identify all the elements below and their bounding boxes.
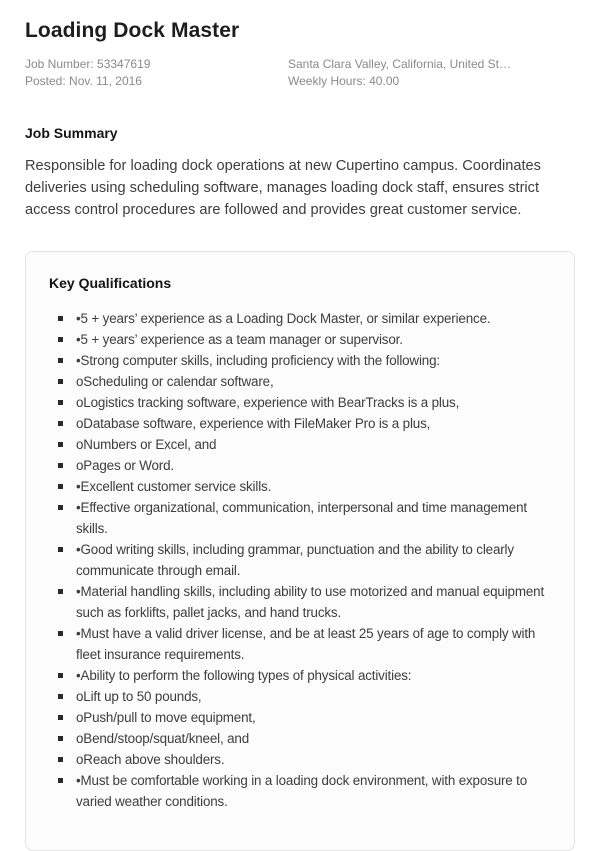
job-location: Santa Clara Valley, California, United St… bbox=[288, 57, 511, 71]
qualification-item: •Ability to perform the following types of physical activities: bbox=[49, 665, 560, 686]
key-qualifications-heading: Key Qualifications bbox=[49, 275, 172, 291]
qualification-item: oDatabase software, experience with FileMaker Pro is a plus, bbox=[49, 413, 560, 434]
posted-date: Posted: Nov. 11, 2016 bbox=[25, 74, 142, 88]
qualification-item: •Must have a valid driver license, and be at least 25 years of age to comply with fleet insurance requirements. bbox=[49, 623, 560, 665]
qualifications-list bbox=[49, 308, 560, 812]
qualification-item: •5 + years’ experience as a Loading Dock Master, or similar experience. bbox=[49, 308, 560, 329]
qualification-item: •Strong computer skills, including proficiency with the following: bbox=[49, 350, 560, 371]
qualification-item: •Material handling skills, including ability to use motorized and manual equipment such as forklifts, pallet jacks, and hand trucks. bbox=[49, 581, 560, 623]
weekly-hours: Weekly Hours: 40.00 bbox=[288, 74, 400, 88]
job-number: Job Number: 53347619 bbox=[25, 57, 151, 71]
qualification-item: oScheduling or calendar software, bbox=[49, 371, 560, 392]
qualification-item: oLogistics tracking software, experience with BearTracks is a plus, bbox=[49, 392, 560, 413]
qualification-item: oPush/pull to move equipment, bbox=[49, 707, 560, 728]
page-title: Loading Dock Master bbox=[25, 19, 240, 42]
qualification-item: oReach above shoulders. bbox=[49, 749, 560, 770]
qualification-item: oNumbers or Excel, and bbox=[49, 434, 560, 455]
key-qualifications-card bbox=[25, 251, 575, 851]
qualification-item: •Excellent customer service skills. bbox=[49, 476, 560, 497]
qualification-item: •Must be comfortable working in a loading dock environment, with exposure to varied weather conditions. bbox=[49, 770, 560, 812]
job-meta-left-column bbox=[25, 56, 288, 90]
qualification-item: •Good writing skills, including grammar, punctuation and the ability to clearly communicate through email. bbox=[49, 539, 560, 581]
job-meta-right-column bbox=[288, 56, 575, 90]
job-meta bbox=[25, 56, 575, 90]
qualification-item: •5 + years’ experience as a team manager or supervisor. bbox=[49, 329, 560, 350]
job-summary-heading: Job Summary bbox=[25, 125, 118, 141]
qualification-item: oBend/stoop/squat/kneel, and bbox=[49, 728, 560, 749]
qualification-item: •Effective organizational, communication, interpersonal and time management skills. bbox=[49, 497, 560, 539]
qualification-item: oPages or Word. bbox=[49, 455, 560, 476]
qualification-item: oLift up to 50 pounds, bbox=[49, 686, 560, 707]
job-summary-text: Responsible for loading dock operations at new Cupertino campus. Coordinates deliveries using scheduling software, manages loading dock staff, ensures strict access control procedures are followed and provides great customer service. bbox=[25, 158, 541, 218]
